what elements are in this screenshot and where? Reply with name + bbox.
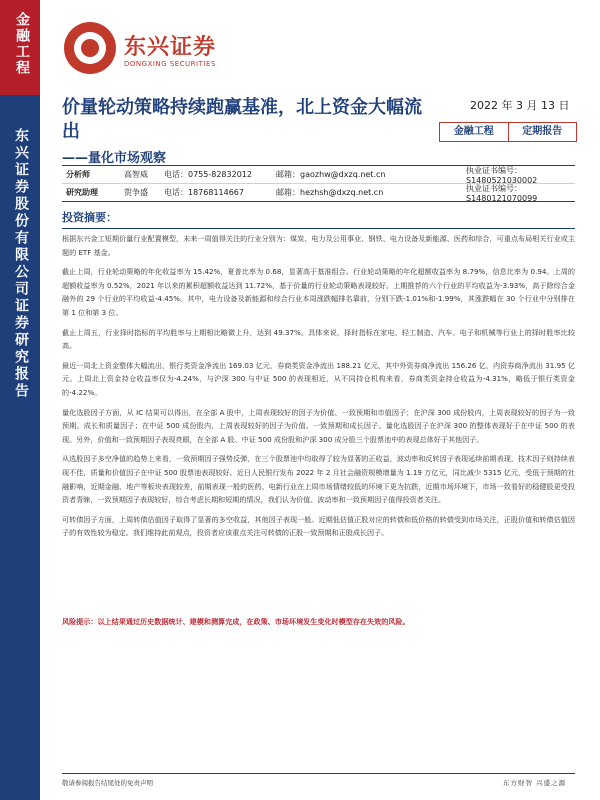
summary-paragraph: 量化选股因子方面，从 IC 结果可以得出，在全部 A 股中，上周表现较好的因子为价值、一致预期和市值因子；在沪深 300 成份股内，上周表现较好的因子为一致预期、成长和质量因子；在中证 500 成份股内，上周表现较好的因子为价值、一致预期和成长因子。量化选股因子在沪深 300 的整体表现好于在中证 500 的表现。另外，价值和一致预期因子表现亮眼，在全部 A 股、中证 500 成份股和沪深 300 成分股三个股票池中的表现总体好于其他因子。: [62, 407, 575, 444]
sidebar-category: 金融工程: [14, 12, 30, 76]
analyst-role: 分析师: [66, 170, 90, 179]
summary-paragraph: 最近一周北上资金整体大幅流出，银行类资金净流出 169.03 亿元，券商类资金净流出 188.21 亿元，其中外资券商净流出 156.26 亿，内资券商净流出 31.95 亿元。上周北上资金持仓收益率仅为-4.24%，与沪深 300 与中证 500 的表现相近，从不同持仓机构来看，券商类资金持仓收益为-4.31%，略低于银行类资金的-4.22%。: [62, 360, 575, 397]
summary-paragraph: 截止上周五，行业择时指标的平均胜率与上期相比略微上升，达到 49.37%。具体来说，择时指标在家电、轻工制造、汽车、电子和机械等行业上的择时胜率比较高。: [62, 327, 575, 351]
analyst-phone: 电话：0755-82832012: [164, 170, 252, 179]
footer-slogan: 东方财智 兴盛之源: [503, 779, 567, 787]
analyst-name: 高智威: [124, 170, 148, 179]
analyst-row: [62, 183, 575, 201]
report-tags: [439, 122, 577, 142]
report-subtitle: ——量化市场观察: [62, 151, 167, 166]
analyst-phone: 电话：18768114667: [164, 188, 244, 197]
logo-name-en: DONGXING SECURITIES: [124, 60, 216, 68]
analyst-email[interactable]: 邮箱：hezhsh@dxzq.net.cn: [276, 188, 384, 197]
report-date: 2022 年 3 月 13 日: [470, 99, 570, 112]
sidebar: [0, 0, 40, 800]
report-title: 价量轮动策略持续跑赢基准，北上资金大幅流出: [62, 97, 422, 142]
analyst-role: 研究助理: [66, 188, 98, 197]
analyst-name: 贺争盛: [124, 188, 148, 197]
footer-disclaimer: 敬请参阅报告结尾处的免责声明: [62, 779, 153, 787]
section-title-summary: 投资摘要：: [62, 209, 575, 229]
analyst-cert: 执业证书编号：S1480121070099: [466, 183, 538, 203]
analyst-cert: 执业证书编号：S1480521030002: [466, 165, 538, 185]
analyst-email[interactable]: 邮箱：gaozhw@dxzq.net.cn: [276, 170, 386, 179]
sidebar-firm-name: 东兴证券股份有限公司证券研究报告: [13, 128, 29, 400]
summary-paragraph: 截止上周，行业轮动策略的年化收益率为 15.42%，夏普比率为 0.68，显著高于基准组合。行业轮动策略的年化超额收益率为 8.79%，信息比率为 0.94。上周的超额收益率为 0.52%，2021 年以来的累积超额收益达到 11.72%，基于价量的行业轮动策略表现较好。上期推荐的六个行业的平均收益为-3.93%，高于除综合金融外的 29 个行业的平均收益-4.45%。其中，电力设备及新能源和综合行业本周涨跌幅排名靠前，分别下跌-1.01%和-1.99%，其涨跌幅在 30 个行业中分别排在第 1 位和第 3 位。: [62, 267, 575, 317]
summary-paragraph: 从选股因子多空净值的趋势上来看，一致预期因子强势反弹，在三个股票池中均取得了较为显著的正收益，波动率和反转因子表现延续前期表现，技术因子则持续表现不佳，质量和价值因子在中证 500 股票池表现较好。近日人民银行发布 2022 年 2 月社会融资规模增量为 1.19 万亿元，同比减少 5315 亿元，受低于预期的社融影响，近期金融、地产等板块表现较差，前期表现一般的医药、电新行业在上周市场情绪较低的环境下更为抗跌，近期市场环境下，市场一致看好的稳健股更受投资者青睐，一致预期因子表现较好，综合考虑长期和短期的情况，我们认为价值、波动率和一致预期因子值得投资者关注。: [62, 454, 575, 505]
footer-divider: [62, 773, 575, 774]
tag-type: 定期报告: [508, 123, 577, 141]
tag-category: 金融工程: [453, 126, 494, 137]
analyst-row: [62, 166, 575, 183]
company-logo: [64, 22, 254, 80]
summary-paragraph: 根据东兴金工短期价量行业配置模型，未来一周值得关注的行业分别为：煤炭、电力及公用事业、钢铁、电力设备及新能源、医药和综合，可重点布局相关行业或主题的 ETF 基金。: [62, 234, 575, 257]
logo-icon: [64, 22, 116, 74]
analyst-table: [62, 165, 575, 202]
risk-warning: 风险提示：以上结果通过历史数据统计、建模和测算完成，在政策、市场环境发生变化时模型存在失效的风险。: [62, 617, 410, 626]
summary-paragraph: 可转债因子方面，上周转债估值因子取得了显著的多空收益，其他因子表现一般。近期低估值正股对应的转债和低价格的转债受到市场关注，正股价值和转债估值因子的有效性较为稳定。我们维持此前观点，投资者应该重点关注可转债的正股一致预期和正股成长因子。: [62, 514, 575, 538]
summary-body: [62, 232, 575, 546]
logo-name-cn: 东兴证券: [124, 35, 217, 60]
